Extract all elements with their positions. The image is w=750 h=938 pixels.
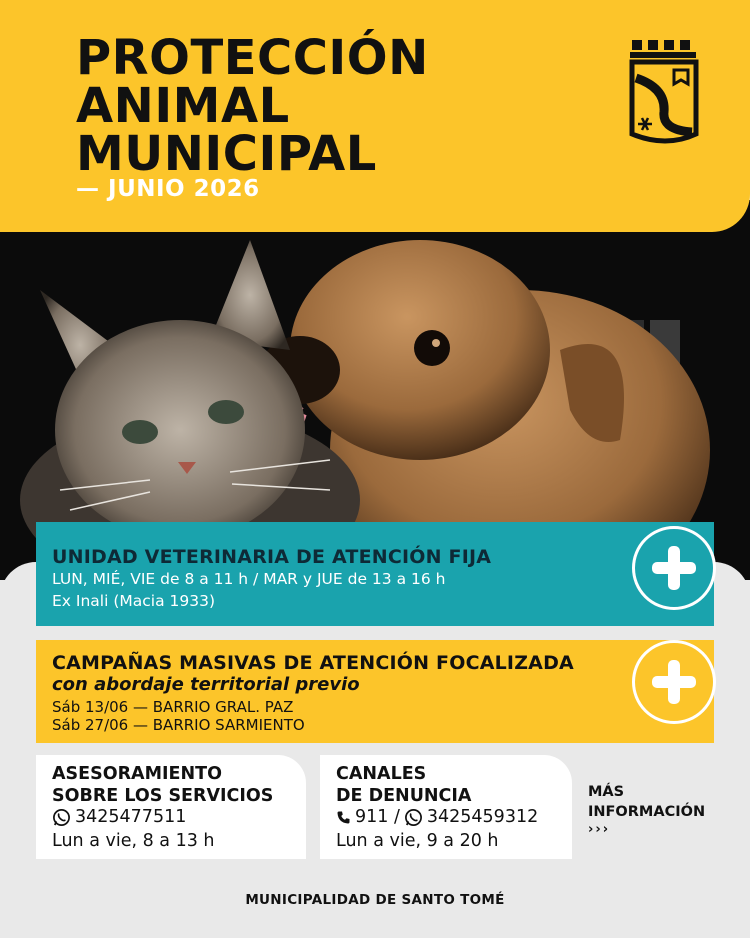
- whatsapp-icon: [52, 808, 71, 827]
- page-title: [76, 30, 456, 182]
- plus-icon: [650, 544, 698, 592]
- plus-icon: [650, 658, 698, 706]
- title-line: MUNICIPAL: [76, 126, 377, 182]
- title-line: PROTECCIÓN: [76, 30, 429, 86]
- more-info-line: MÁS: [588, 784, 625, 800]
- denuncia-card: [320, 755, 572, 859]
- unidad-expand-button[interactable]: [632, 526, 716, 610]
- unidad-location: Ex Inali (Macia 1933): [52, 592, 215, 610]
- unidad-title: UNIDAD VETERINARIA DE ATENCIÓN FIJA: [52, 546, 492, 568]
- campanas-date: Sáb 27/06 — BARRIO SARMIENTO: [52, 716, 305, 734]
- denuncia-phone-row[interactable]: [336, 807, 538, 827]
- card-title-line: SOBRE LOS SERVICIOS: [52, 786, 274, 806]
- card-title-line: CANALES: [336, 764, 427, 784]
- more-info-line: INFORMACIÓN: [588, 804, 706, 820]
- asesoramiento-title: [52, 763, 273, 807]
- campanas-subtitle: con abordaje territorial previo: [52, 674, 360, 695]
- whatsapp-icon: [404, 808, 423, 827]
- card-title-line: DE DENUNCIA: [336, 786, 472, 806]
- more-info-arrows[interactable]: ›››: [588, 822, 611, 837]
- asesoramiento-phone: 3425477511: [75, 807, 187, 827]
- denuncia-hours: Lun a vie, 9 a 20 h: [336, 831, 499, 851]
- unidad-veterinaria-band[interactable]: [36, 522, 714, 626]
- municipal-crest-icon: [626, 38, 700, 154]
- denuncia-title: [336, 763, 471, 807]
- asesoramiento-card: [36, 755, 306, 859]
- title-line: ANIMAL: [76, 78, 290, 134]
- asesoramiento-phone-row[interactable]: [52, 807, 186, 827]
- card-title-line: ASESORAMIENTO: [52, 764, 222, 784]
- campanas-expand-button[interactable]: [632, 640, 716, 724]
- header-banner: [0, 0, 750, 232]
- campanas-date: Sáb 13/06 — BARRIO GRAL. PAZ: [52, 698, 294, 716]
- footer-text: MUNICIPALIDAD DE SANTO TOMÉ: [245, 892, 505, 908]
- asesoramiento-hours: Lun a vie, 8 a 13 h: [52, 831, 215, 851]
- more-info-link[interactable]: [588, 782, 705, 822]
- denuncia-whatsapp-number: 3425459312: [426, 807, 539, 827]
- unidad-schedule: LUN, MIÉ, VIE de 8 a 11 h / MAR y JUE de 13 a 16 h: [52, 570, 446, 588]
- denuncia-emergency-number: 911 /: [355, 807, 400, 827]
- campanas-band[interactable]: [36, 640, 714, 743]
- page-subtitle: — JUNIO 2026: [76, 176, 260, 202]
- phone-icon: [336, 810, 351, 825]
- campanas-title: CAMPAÑAS MASIVAS DE ATENCIÓN FOCALIZADA: [52, 652, 574, 674]
